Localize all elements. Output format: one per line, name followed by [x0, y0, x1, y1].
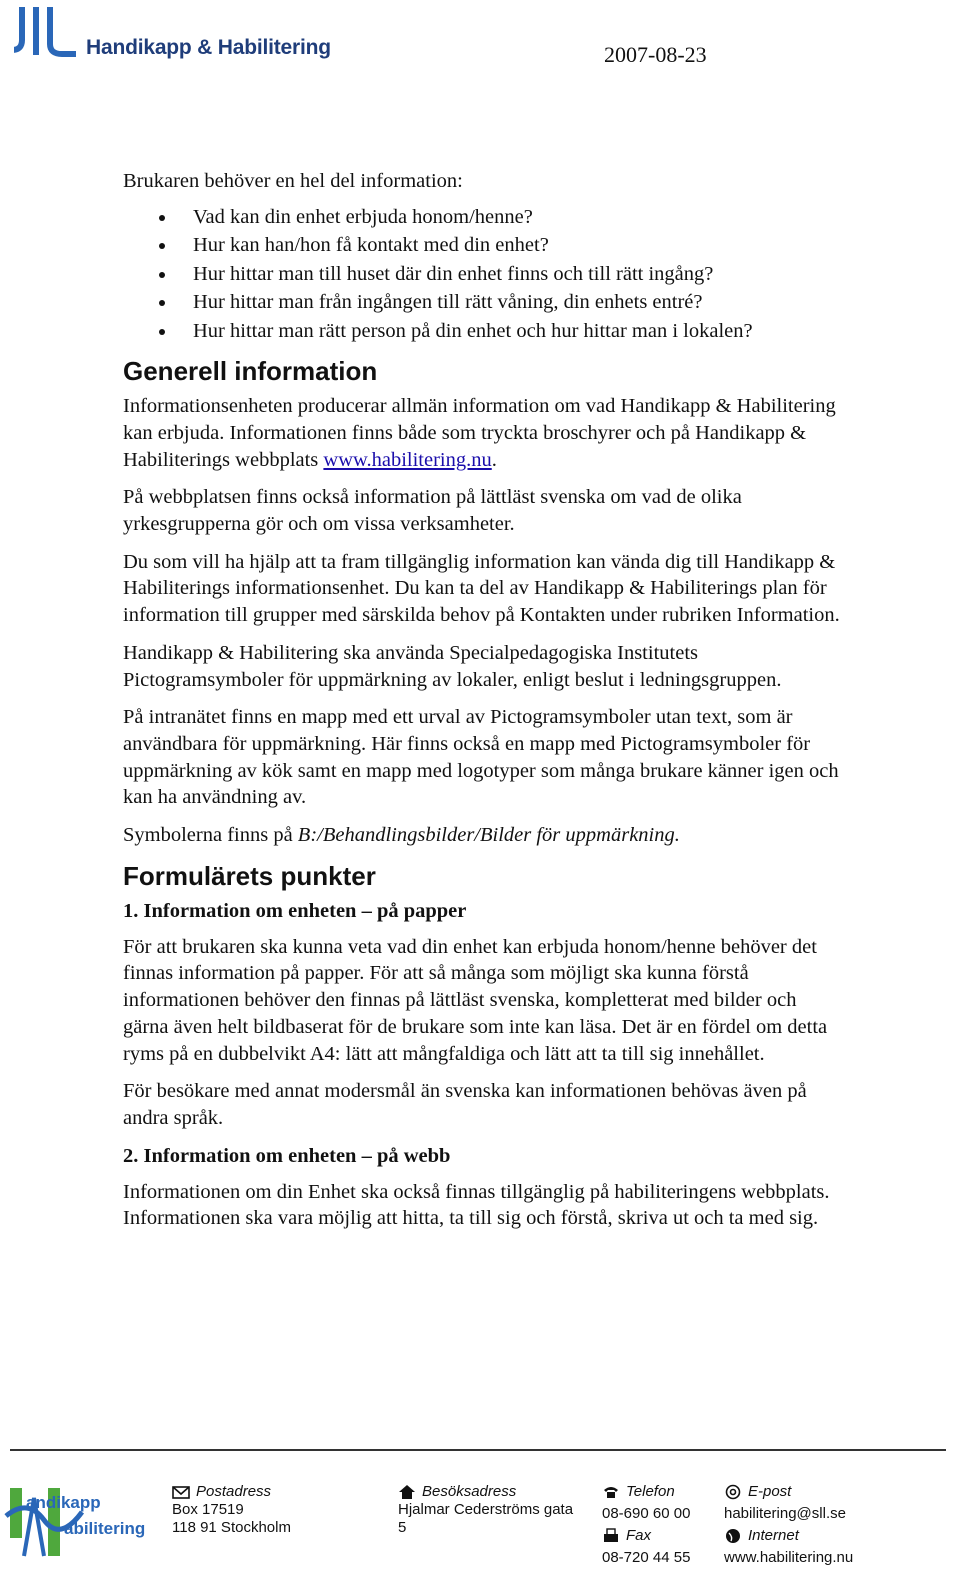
postadress-line1: Box 17519	[172, 1501, 244, 1518]
document-body	[123, 168, 843, 1243]
subheading-webb: 2. Information om enheten – på webb	[123, 1144, 451, 1167]
fax-value: 08-720 44 55	[602, 1549, 691, 1566]
bullet-icon	[159, 215, 165, 221]
besoksadress-line2: 5	[398, 1519, 407, 1536]
footer-postadress	[172, 1483, 291, 1537]
internet-value[interactable]: www.habilitering.nu	[724, 1549, 854, 1566]
postadress-line2: 118 91 Stockholm	[172, 1519, 291, 1536]
bullet-icon	[159, 272, 165, 278]
document-date: 2007-08-23	[604, 42, 707, 67]
postadress-label: Postadress	[196, 1483, 272, 1500]
website-link[interactable]: www.habilitering.nu	[323, 448, 492, 471]
besoksadress-label: Besöksadress	[422, 1483, 517, 1500]
handikapp-habilitering-logo-icon	[4, 1478, 152, 1564]
subheading-papper: 1. Information om enheten – på papper	[123, 899, 467, 922]
at-sign-icon	[724, 1484, 742, 1500]
hab-logo-mark-icon	[14, 6, 76, 60]
paragraph: På intranätet finns en mapp med ett urval av Pictogramsymboler utan text, som är användbara för uppmärkning. Här finns också en mapp med Pictogramsymboler för uppmärkning av kök samt en mapp med logotyper som många brukare känner igen och kan ha användning av.	[123, 706, 839, 809]
epost-value[interactable]: habilitering@sll.se	[724, 1505, 846, 1522]
section-heading-formular: Formulärets punkter	[123, 860, 376, 891]
telephone-icon	[602, 1484, 620, 1500]
folder-path: B:/Behandlingsbilder/Bilder för uppmärkning.	[297, 824, 680, 847]
list-item: Hur hittar man från ingången till rätt våning, din enhets entré?	[123, 288, 843, 317]
bullet-icon	[159, 300, 165, 306]
paragraph: Du som vill ha hjälp att ta fram tillgänglig information kan vända dig till Handikapp & Habiliterings informationsenhet. Du kan ta del av Handikapp & Habiliterings plan för information till grupper med särskilda behov på Kontakten under rubriken Information.	[123, 550, 840, 627]
question-list	[123, 203, 843, 346]
footer-epost-internet	[724, 1483, 853, 1567]
paragraph: Informationsenheten producerar allmän information om vad Handikapp & Habilitering kan erbjuda. Informationen finns både som tryckta broschyrer och på Handikapp & Habiliterings webbplats www.habilitering.nu.	[123, 395, 836, 471]
house-icon	[398, 1484, 416, 1500]
brand-name: Handikapp & Habilitering	[86, 36, 331, 59]
fax-icon	[602, 1528, 620, 1544]
epost-label: E-post	[748, 1483, 792, 1500]
bullet-icon	[159, 329, 165, 335]
header-logo	[14, 6, 76, 60]
paragraph: Symbolerna finns på B:/Behandlingsbilder/Bilder för uppmärkning.	[123, 824, 680, 847]
fax-label: Fax	[626, 1527, 652, 1544]
internet-label: Internet	[748, 1527, 799, 1544]
list-item: Hur kan han/hon få kontakt med din enhet?	[123, 231, 843, 260]
bullet-icon	[159, 243, 165, 249]
list-item: Hur hittar man rätt person på din enhet och hur hittar man i lokalen?	[123, 317, 843, 346]
globe-icon	[724, 1528, 742, 1544]
paragraph: Informationen om din Enhet ska också finnas tillgänglig på habiliteringens webbplats. Informationen ska vara möjlig att hitta, ta till sig och förstå, skriva ut och ta med sig.	[123, 1180, 830, 1230]
section-heading-generell: Generell information	[123, 356, 378, 387]
paragraph: På webbplatsen finns också information på lättläst svenska om vad de olika yrkesgrupperna gör och om vissa verksamheter.	[123, 486, 742, 536]
list-item: Vad kan din enhet erbjuda honom/henne?	[123, 203, 843, 232]
envelope-icon	[172, 1484, 190, 1500]
telefon-value: 08-690 60 00	[602, 1505, 691, 1522]
footer-besoksadress	[398, 1483, 573, 1537]
besoksadress-line1: Hjalmar Cederströms gata	[398, 1501, 574, 1518]
paragraph: För att brukaren ska kunna veta vad din enhet kan erbjuda honom/henne behöver det finnas information på papper. För att så många som möjligt ska kunna förstå informationen behöver den finnas på lättläst svenska, kompletterat med bilder och gärna även helt bildbaserat för de brukare som inte kan läsa. Det är en fördel om detta ryms på en dubbelvikt A4: lätt att mångfaldiga och lätt att ta till sig innehållet.	[123, 935, 828, 1065]
footer-logo	[4, 1478, 152, 1564]
intro-text: Brukaren behöver en hel del information:	[123, 170, 463, 192]
list-item: Hur hittar man till huset där din enhet finns och till rätt ingång?	[123, 260, 843, 289]
paragraph: För besökare med annat modersmål än svenska kan informationen behövas även på andra språk.	[123, 1080, 807, 1129]
footer-telefon-fax	[602, 1483, 690, 1567]
logo-text-1: andikapp	[26, 1493, 101, 1512]
footer-divider	[10, 1449, 946, 1451]
logo-text-2: abilitering	[64, 1519, 146, 1538]
paragraph: Handikapp & Habilitering ska använda Specialpedagogiska Institutets Pictogramsymboler för uppmärkning av lokaler, enligt beslut i ledningsgruppen.	[123, 641, 782, 691]
telefon-label: Telefon	[626, 1483, 675, 1500]
